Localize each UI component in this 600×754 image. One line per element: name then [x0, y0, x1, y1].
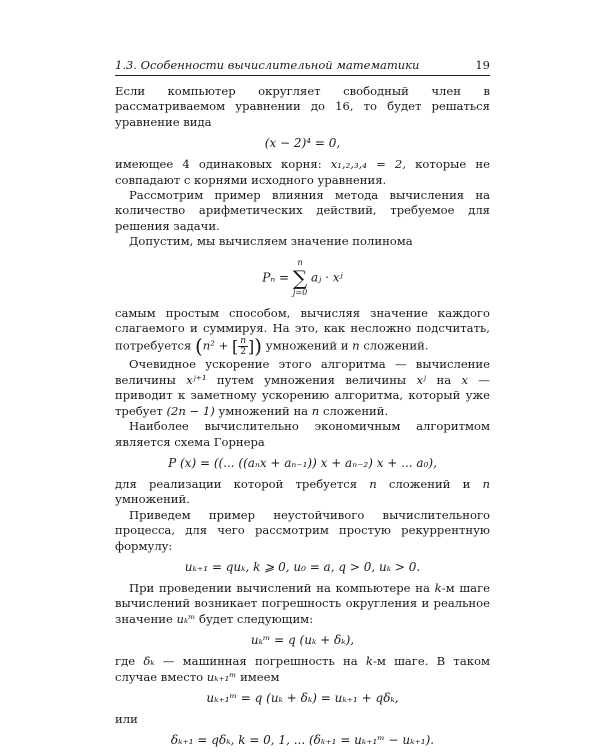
fraction-n-over-2: [238, 336, 248, 357]
frac-num: n: [240, 336, 247, 347]
p8-n2: n: [482, 476, 490, 491]
p2-text-a: имеющее 4 одинаковых корня:: [115, 157, 322, 172]
p8-n1: n: [369, 476, 377, 491]
p8-a: для реализации которой требуется: [115, 476, 358, 491]
equation-7: [115, 733, 490, 748]
eq6-text: uₖ₊₁ᵐ = q (uₖ + δₖ) = uₖ₊₁ + qδₖ,: [206, 690, 399, 705]
p11-b: — машинная погрешность на: [162, 654, 358, 669]
p2-text-b: которые не совпадают с корнями исходного уравнения.: [115, 157, 490, 187]
p6-x3: x: [461, 372, 469, 387]
section-title: 1.3. Особенности вычислительной математики: [115, 58, 420, 72]
bracket-open: [: [232, 337, 239, 357]
paren-open: (: [194, 334, 203, 359]
p11-a: где: [115, 654, 136, 669]
eq7-text: δₖ₊₁ = qδₖ, k = 0, 1, ... (δₖ₊₁ = uₖ₊₁ᵐ − uₖ₊₁).: [170, 733, 435, 748]
equation-2: [115, 258, 490, 298]
paragraph-4: Допустим, мы вычисляем значение полинома: [129, 234, 413, 249]
p6-c: на: [436, 372, 452, 387]
p5-n: n: [352, 338, 360, 353]
running-header: [115, 58, 490, 76]
p10-a: При проведении вычислений на компьютере на: [129, 580, 430, 595]
p10-b: -м шаге вычислений возникает погрешность округления и реальное значение: [115, 580, 491, 626]
p11-u: uₖ₊₁ᵐ: [206, 669, 237, 684]
p6-g: сложений.: [322, 403, 389, 418]
p6-x1: xʲ⁺¹: [186, 372, 207, 387]
page-number: 19: [475, 58, 490, 72]
sigma-icon: ∑: [292, 265, 308, 290]
p5-n-squared: n² +: [202, 338, 229, 353]
paragraph-6: [115, 357, 490, 419]
book-page: [115, 58, 490, 754]
equation-3-horner: [115, 456, 490, 471]
p11-c: -м шаге. В таком случае вместо: [115, 654, 491, 684]
bracket-close: ]: [248, 337, 255, 357]
p6-n: n: [311, 403, 320, 418]
p6-e: (2n − 1): [166, 403, 215, 418]
eq5-text: uₖᵐ = q (uₖ + δₖ),: [250, 633, 355, 648]
paragraph-10: [115, 581, 490, 627]
paragraph-2: [115, 157, 490, 188]
p11-e: имеем: [240, 669, 280, 684]
p6-f: умножений на: [218, 403, 309, 418]
paragraph-3: Рассмотрим пример влияния метода вычисления на количество арифметических действий, требуемое для решения задачи.: [115, 188, 490, 233]
p10-u: uₖᵐ: [176, 611, 196, 626]
paragraph-9: Приведем пример неустойчивого вычислительного процесса, для чего рассмотрим простую рекуррентную формулу:: [115, 507, 490, 553]
p10-c: будет следующим:: [199, 611, 314, 626]
p8-c: умножений.: [115, 492, 190, 507]
p6-a: Очевидное ускорение этого алгоритма — вычисление величины: [115, 357, 490, 387]
p2-roots: x₁,₂,₃,₄ = 2,: [330, 157, 406, 172]
equation-4-recurrence: [115, 560, 490, 575]
p6-x2: xʲ: [416, 372, 427, 387]
paragraph-8: [115, 477, 490, 508]
p8-b: сложений и: [388, 476, 471, 491]
summation-symbol: [293, 258, 307, 298]
sum-upper: n: [297, 257, 303, 267]
p6-b: путем умножения величины: [216, 372, 407, 387]
eq3-text: P (x) = ((... ((aₙx + aₙ₋₁)) x + aₙ₋₂) x + ... a₀),: [168, 455, 437, 470]
p10-k: k: [434, 580, 442, 595]
paragraph-7: Наиболее вычислительно экономичным алгоритмом является схема Горнера: [115, 419, 490, 449]
p5-text-c: сложений.: [363, 338, 429, 353]
sum-lower: j=0: [292, 287, 308, 297]
eq2-rhs: aⱼ · xʲ: [311, 270, 343, 285]
p11-delta: δₖ: [143, 654, 155, 669]
p6-d: — приводит к заметному ускорению алгоритма, который уже требует: [115, 372, 490, 418]
paragraph-12: или: [115, 711, 138, 726]
eq2-lhs: Pₙ =: [262, 270, 290, 285]
equation-6: [115, 691, 490, 706]
p5-text-b: умножений и: [265, 338, 349, 353]
paragraph-1: Если компьютер округляет свободный член в рассматриваемом уравнении до 16, то будет решаться уравнение вида: [115, 84, 490, 129]
equation-1: [115, 136, 490, 151]
paragraph-5: [115, 306, 490, 358]
eq4-text: uₖ₊₁ = quₖ, k ⩾ 0, u₀ = a, q > 0, uₖ > 0.: [184, 559, 421, 574]
frac-den: 2: [240, 347, 247, 358]
paragraph-11: [115, 654, 490, 685]
paren-close: ): [254, 334, 263, 359]
p11-k: k: [365, 654, 373, 669]
equation-1-text: (x − 2)⁴ = 0,: [264, 136, 341, 151]
equation-5: [115, 633, 490, 648]
p5-text-a: самым простым способом, вычисляя значение каждого слагаемого и суммируя. На это, как несложно подсчитать, потребуется: [115, 305, 490, 353]
